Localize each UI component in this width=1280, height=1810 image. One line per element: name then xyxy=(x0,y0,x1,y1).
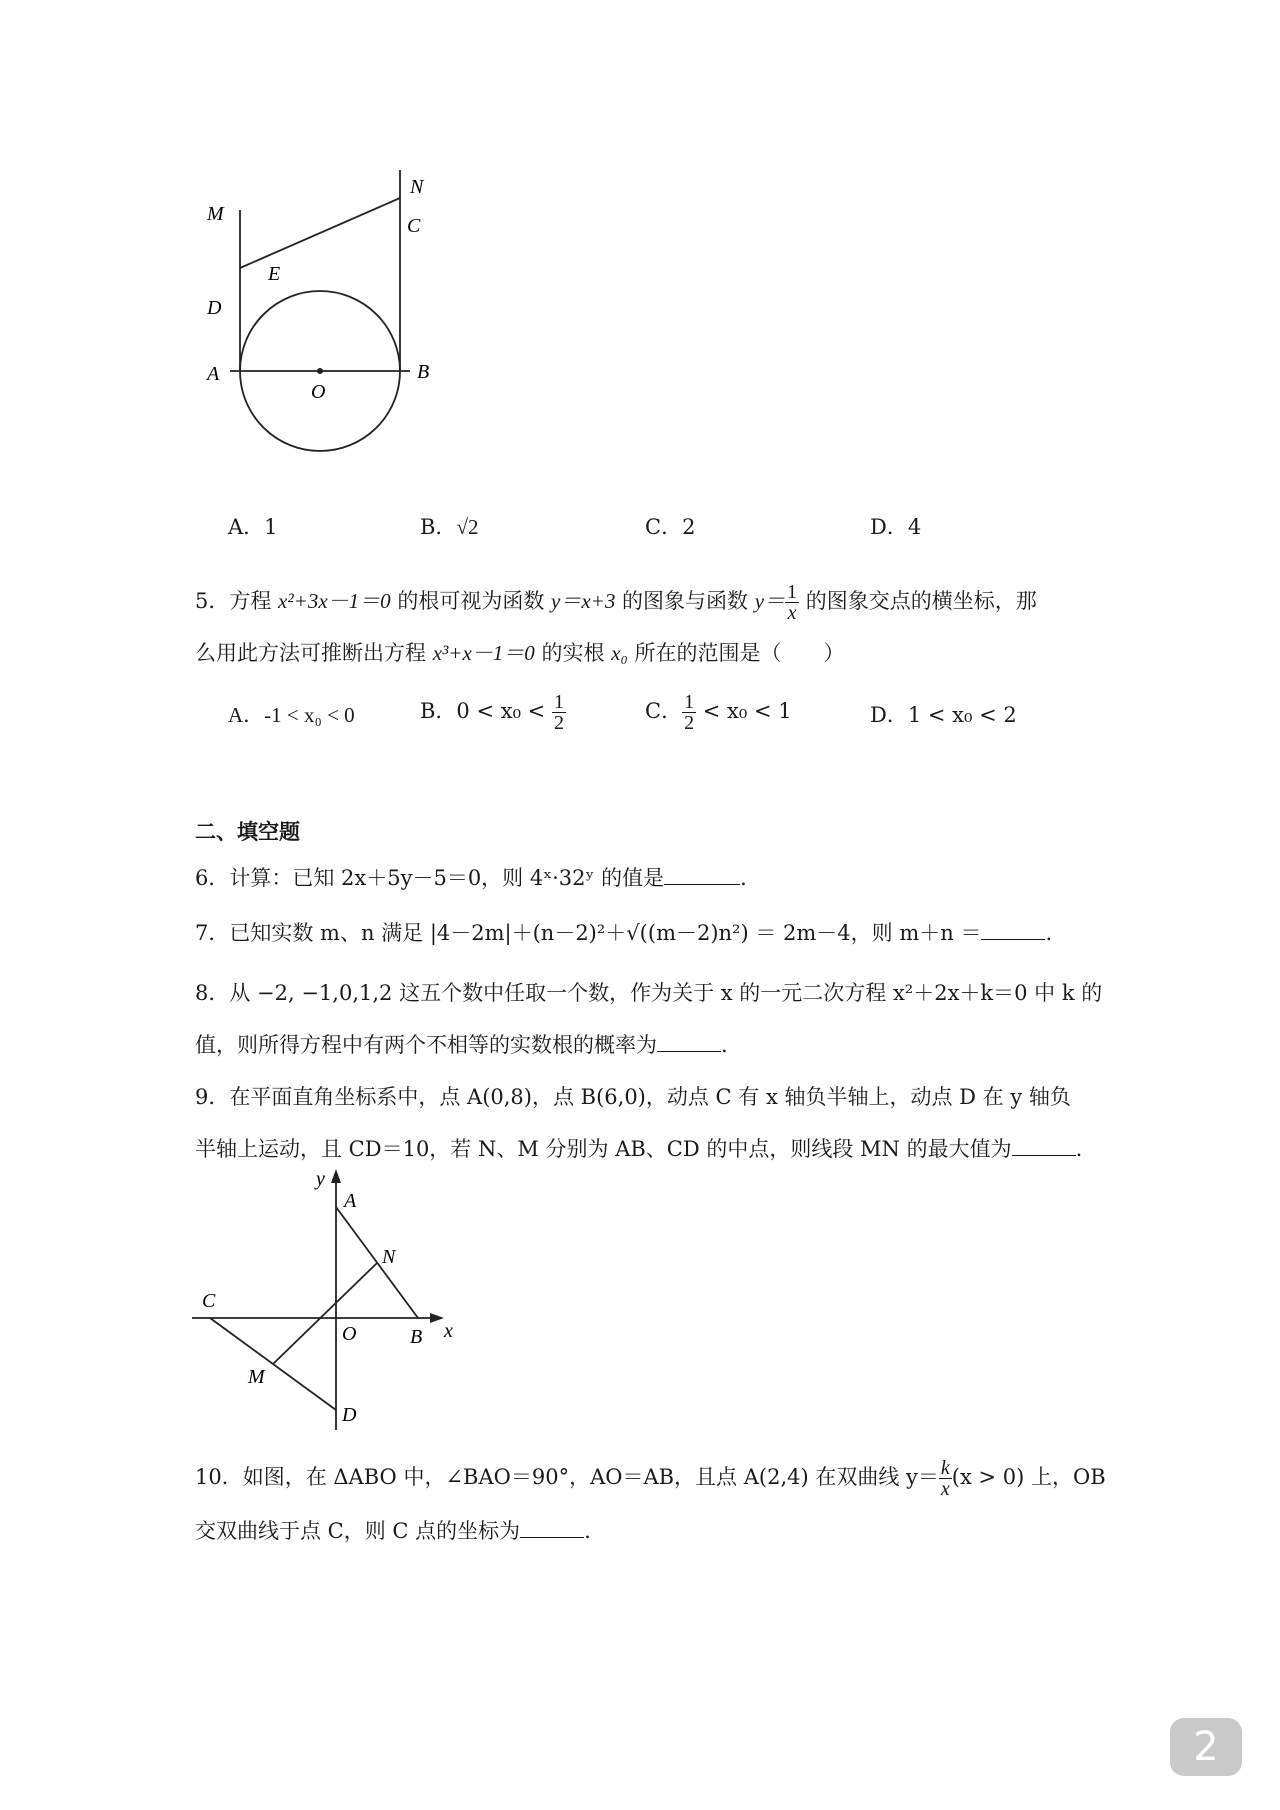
q5-option-a: A．-1 < x₀ < 0 xyxy=(228,703,355,727)
label-n2: N xyxy=(382,1246,396,1268)
q10-answer-blank xyxy=(520,1517,584,1538)
label-n: N xyxy=(410,176,424,198)
q5-option-c xyxy=(645,692,792,733)
q10-line2 xyxy=(195,1516,591,1546)
q5-func2: y＝ xyxy=(754,589,786,613)
q9-line2-text: 半轴上运动，且 CD＝10，若 N、M 分别为 AB、CD 的中点，则线段 MN 的最大值为 xyxy=(195,1137,1012,1161)
figure-coordinate-diagram xyxy=(190,1165,470,1435)
q7 xyxy=(195,918,1052,948)
y-axis-arrow xyxy=(331,1169,341,1183)
q9-line2 xyxy=(195,1134,1082,1164)
center-point xyxy=(317,368,323,374)
segment-mn xyxy=(273,1263,377,1364)
q5-opt-c-den: 2 xyxy=(684,712,695,734)
q10-l1b: (x > 0) 上，OB xyxy=(951,1465,1106,1489)
label-a: A xyxy=(207,363,220,385)
q5-opt-c-suffix: < x₀ < 1 xyxy=(702,699,792,723)
q5-l2e: 所在的范围是（ ） xyxy=(627,641,845,665)
q5-opt-b-prefix: B．0 < x₀ < xyxy=(420,699,546,723)
q6-end: . xyxy=(740,866,747,890)
label-d: D xyxy=(207,297,222,319)
q6 xyxy=(195,863,747,893)
label-y: y xyxy=(316,1168,325,1190)
q10-end: . xyxy=(584,1519,591,1543)
q10-fraction xyxy=(939,1458,952,1499)
label-x: x xyxy=(444,1320,453,1342)
label-m2: M xyxy=(248,1366,265,1388)
q4-option-b-value: √2 xyxy=(456,515,479,539)
q5-option-b xyxy=(420,692,566,733)
q7-end: . xyxy=(1045,921,1053,945)
x-axis-arrow xyxy=(430,1313,444,1323)
q5-opt-c-frac xyxy=(682,692,696,733)
q9-end: . xyxy=(1075,1137,1083,1161)
q4-option-a: A．1 xyxy=(228,515,278,539)
q4-option-b-prefix: B． xyxy=(420,515,457,539)
q4-option-c: C．2 xyxy=(645,515,696,539)
q5-opt-c-prefix: C． xyxy=(645,699,683,723)
q5-frac-den: x xyxy=(787,602,797,624)
label-a2: A xyxy=(344,1190,357,1212)
q5-opt-c-num: 1 xyxy=(684,691,695,713)
q8-answer-blank xyxy=(657,1031,721,1052)
q7-text: 7．已知实数 m、n 满足 |4－2m|＋(n－2)²＋√((m－2)n²) ＝ 2m－4，则 m＋n ＝ xyxy=(195,921,982,945)
q5-l1a: 5．方程 xyxy=(195,589,279,613)
q5-l1g: 的图象交点的横坐标，那 xyxy=(799,589,1037,613)
q5-l2c: 的实根 xyxy=(534,641,612,665)
section-title-fill-in: 二、填空题 xyxy=(195,820,300,844)
q7-answer-blank xyxy=(981,919,1045,940)
segment-ab xyxy=(336,1207,418,1318)
label-d2: D xyxy=(342,1404,357,1426)
q5-option-d: D．1 < x₀ < 2 xyxy=(870,703,1017,727)
label-c: C xyxy=(407,215,421,237)
label-c2: C xyxy=(202,1290,216,1312)
q8-line2-text: 值，则所得方程中有两个不相等的实数根的概率为 xyxy=(195,1033,657,1057)
label-o: O xyxy=(311,381,326,403)
q5-line2 xyxy=(195,638,844,668)
q4-option-b xyxy=(420,512,478,542)
q5-opt-b-num: 1 xyxy=(553,691,564,713)
q5-frac-num: 1 xyxy=(787,581,798,603)
q5-eq2: x³+x－1＝0 xyxy=(432,641,535,665)
label-b2: B xyxy=(410,1326,423,1348)
q10-l1a: 10．如图，在 ΔABO 中，∠BAO＝90°，AO＝AB，且点 A(2,4) 在双曲线 y＝ xyxy=(195,1465,939,1489)
q10-frac-num: k xyxy=(940,1457,950,1479)
q5-root: x₀ xyxy=(611,641,628,665)
q5-opt-b-frac xyxy=(552,692,566,733)
tangent-dc xyxy=(240,198,400,268)
q10-line1 xyxy=(195,1458,1106,1499)
q8-line2 xyxy=(195,1030,728,1060)
q5-func1: y＝x+3 xyxy=(551,589,616,613)
figure-circle-tangents xyxy=(195,170,455,470)
label-m: M xyxy=(207,203,224,225)
q5-fraction xyxy=(785,582,799,623)
q10-line2-text: 交双曲线于点 C，则 C 点的坐标为 xyxy=(195,1519,521,1543)
q5-opt-b-den: 2 xyxy=(553,712,564,734)
label-o2: O xyxy=(342,1323,357,1345)
q5-l1e: 的图象与函数 xyxy=(615,589,755,613)
q10-frac-den: x xyxy=(940,1478,950,1500)
q5-l2a: 么用此方法可推断出方程 xyxy=(195,641,433,665)
q6-text: 6．计算：已知 2x＋5y－5＝0，则 4ˣ·32ʸ 的值是 xyxy=(195,866,665,890)
q4-option-d: D．4 xyxy=(870,515,922,539)
q9-line1: 9．在平面直角坐标系中，点 A(0,8)，点 B(6,0)，动点 C 有 x 轴负半轴上，动点 D 在 y 轴负 xyxy=(195,1085,1071,1109)
label-e: E xyxy=(268,263,281,285)
q5-l1c: 的根可视为函数 xyxy=(390,589,552,613)
q8-end: . xyxy=(721,1033,728,1057)
q5-eq1: x²+3x－1＝0 xyxy=(278,589,391,613)
q6-answer-blank xyxy=(664,864,740,885)
q8-line1: 8．从 −2, −1,0,1,2 这五个数中任取一个数，作为关于 x 的一元二次方程 x²＋2x＋k＝0 中 k 的 xyxy=(195,981,1103,1005)
label-b: B xyxy=(417,361,430,383)
page-number-badge[interactable]: 2 xyxy=(1170,1718,1242,1776)
q9-answer-blank xyxy=(1012,1135,1076,1156)
q5-line1 xyxy=(195,582,1037,623)
